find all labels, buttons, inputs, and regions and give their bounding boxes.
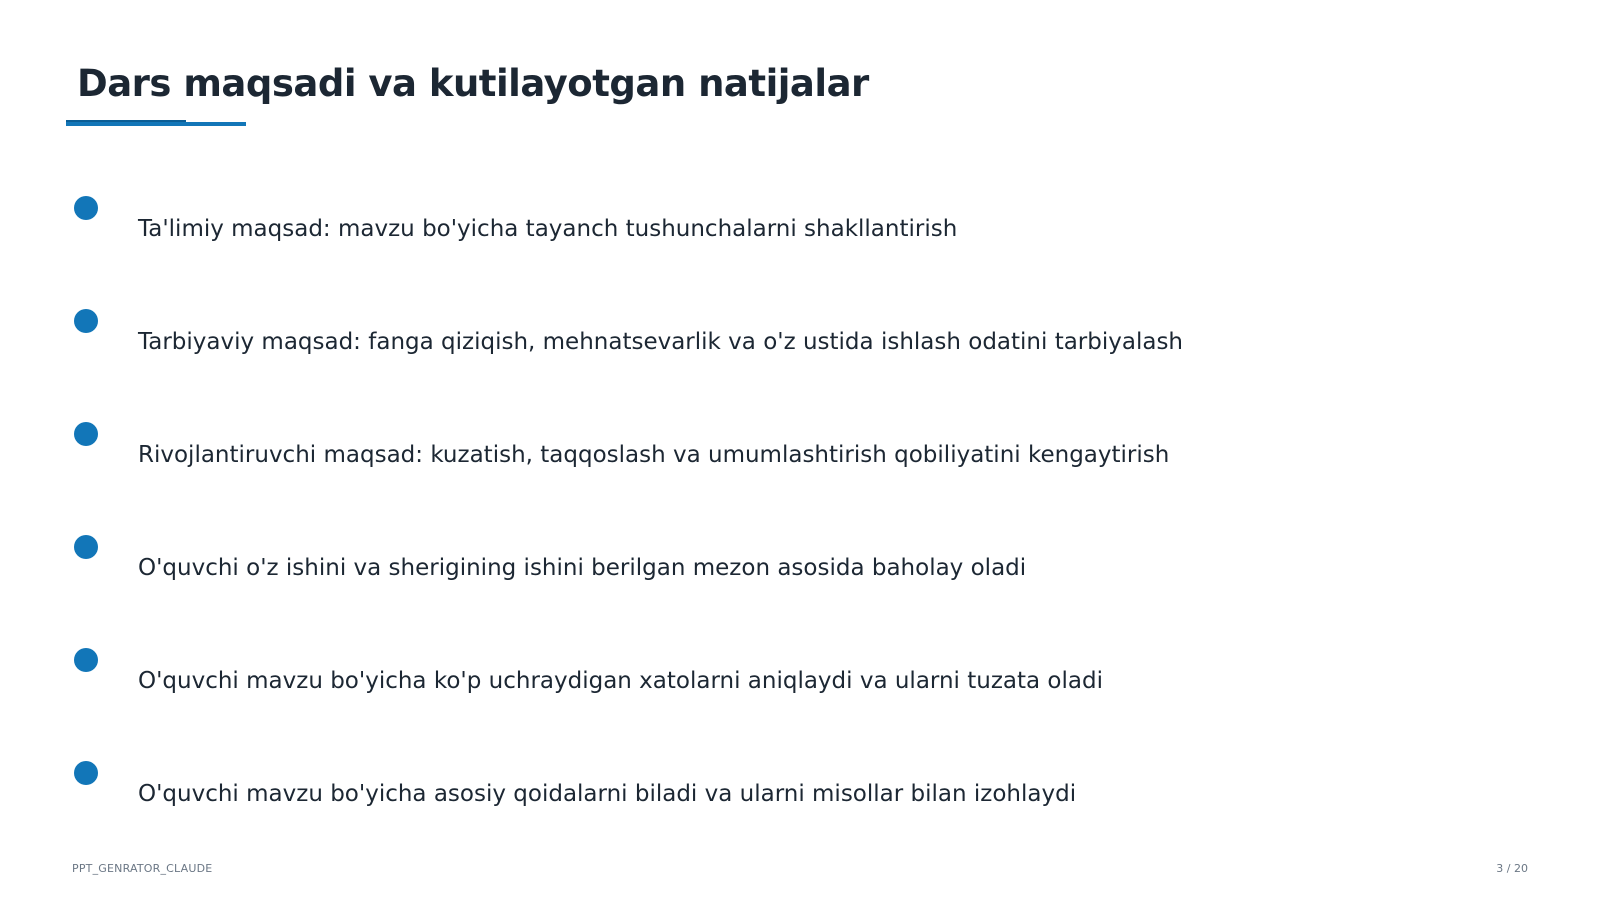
footer-brand: PPT_GENRATOR_CLAUDE	[72, 862, 213, 875]
bullet-text: O'quvchi o'z ishini va sherigining ishini berilgan mezon asosida baholay oladi	[138, 555, 1027, 581]
bullet-dot-icon	[74, 535, 98, 559]
bullet-item	[0, 761, 1400, 841]
title-underline	[66, 122, 246, 126]
bullet-text: Ta'limiy maqsad: mavzu bo'yicha tayanch tushunchalarni shakllantirish	[138, 216, 958, 242]
page-indicator: 3 / 20	[1496, 862, 1528, 875]
bullet-dot-icon	[74, 422, 98, 446]
bullet-text: O'quvchi mavzu bo'yicha ko'p uchraydigan xatolarni aniqlaydi va ularni tuzata oladi	[138, 668, 1103, 694]
bullet-dot-icon	[74, 309, 98, 333]
slide-title: Dars maqsadi va kutilayotgan natijalar	[77, 62, 869, 105]
bullet-item	[0, 648, 1400, 728]
bullet-item	[0, 535, 1400, 615]
bullet-item	[0, 309, 1400, 389]
bullet-text: Rivojlantiruvchi maqsad: kuzatish, taqqoslash va umumlashtirish qobiliyatini kengaytirish	[138, 442, 1170, 468]
bullet-dot-icon	[74, 196, 98, 220]
bullet-dot-icon	[74, 648, 98, 672]
title-underline-accent	[66, 120, 186, 122]
bullet-item	[0, 422, 1400, 502]
bullet-text: Tarbiyaviy maqsad: fanga qiziqish, mehnatsevarlik va o'z ustida ishlash odatini tarbiyalash	[138, 329, 1184, 355]
bullet-dot-icon	[74, 761, 98, 785]
bullet-text: O'quvchi mavzu bo'yicha asosiy qoidalarni biladi va ularni misollar bilan izohlaydi	[138, 781, 1077, 807]
bullet-item	[0, 196, 1400, 276]
